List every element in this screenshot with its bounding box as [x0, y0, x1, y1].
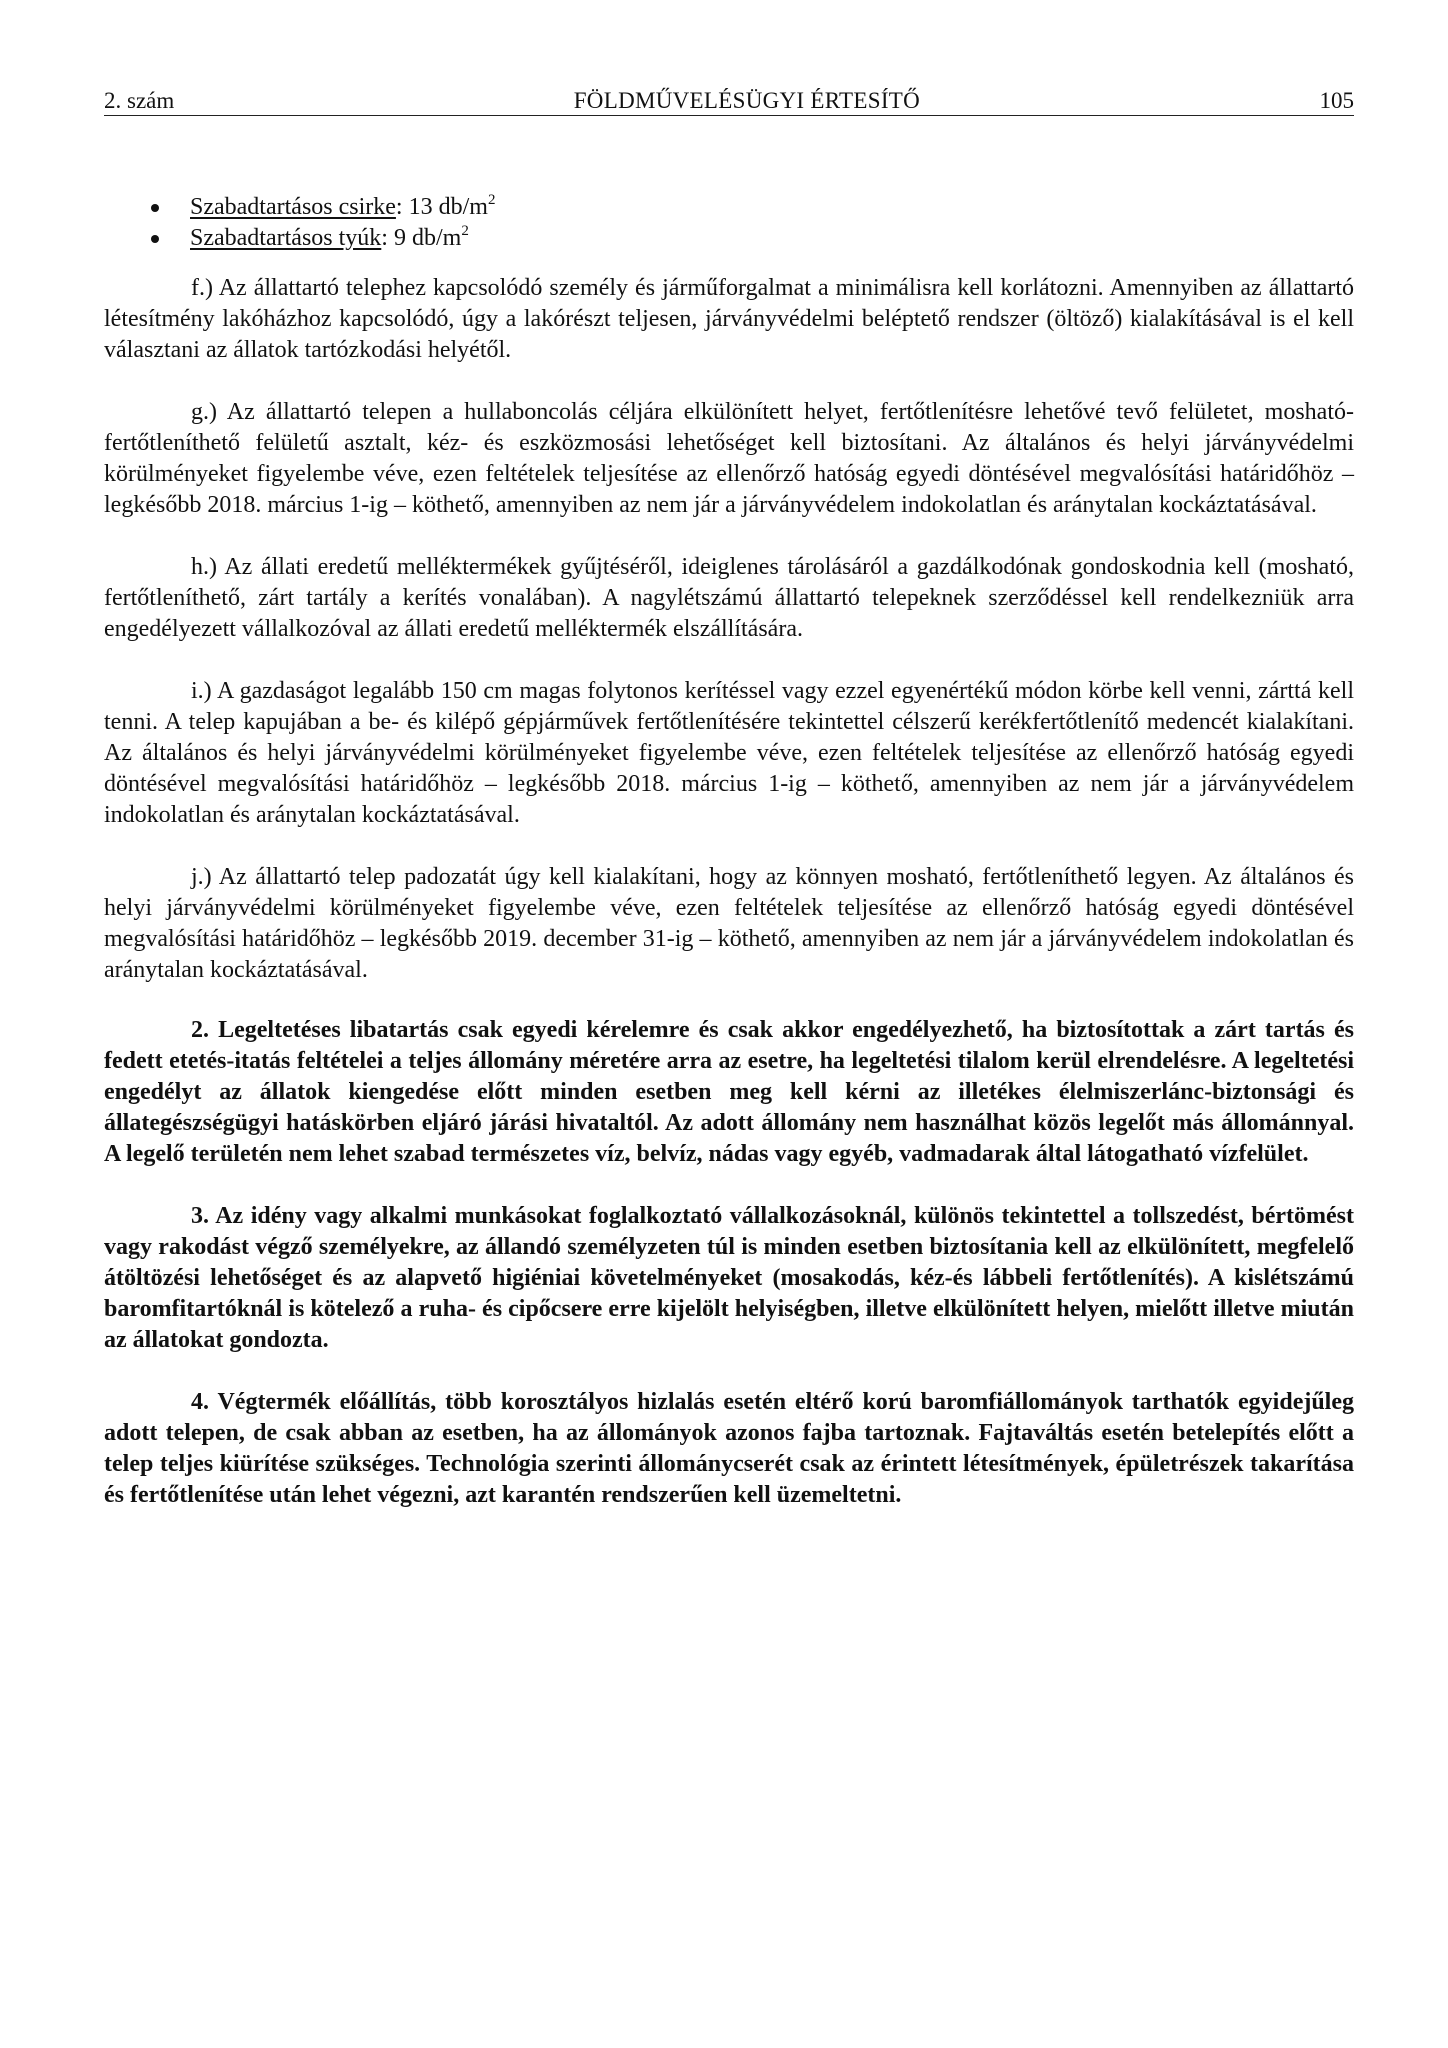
- paragraph-f: f.) Az állattartó telephez kapcsolódó személy és járműforgalmat a minimálisra kell korlátozni. Amennyiben az állattartó létesítmény lakóházhoz kapcsolódó, úgy a lakórészt teljesen, járványvédelmi beléptető rendszer (öltöző) kialakításával is el kell választani az állatok tartózkodási helyétől.: [104, 275, 1354, 363]
- bullet-icon: [151, 235, 159, 243]
- list-item-value: : 13 db/m: [395, 194, 488, 220]
- page-header: [104, 88, 1354, 116]
- section-3-paragraph: 3. Az idény vagy alkalmi munkásokat foglalkoztató vállalkozásoknál, különös tekintettel a tollszedést, bértömést vagy rakodást végző személyekre, az állandó személyzeten túl is minden esetben biztosítania kell az elkülönített, megfelelő átöltözési lehetőséget és az alapvető higiéniai követelményeket (mosakodás, kéz-és lábbeli fertőtlenítés). A kislétszámú baromfitartóknál is kötelező a ruha- és cipőcsere erre kijelölt helyiségben, illetve elkülönített helyen, mielőtt illetve miután az állatokat gondozta.: [104, 1203, 1354, 1353]
- list-item: [151, 223, 1354, 254]
- section-2-paragraph: 2. Legeltetéses libatartás csak egyedi kérelemre és csak akkor engedélyezhető, ha biztosítottak a zárt tartás és fedett etetés-itatás feltételei a teljes állomány méretére arra az esetre, ha legeltetési tilalom kerül elrendelésre. A legeltetési engedélyt az állatok kiengedése előtt minden esetben meg kell kérni az illetékes élelmiszerlánc-biztonsági és állategészségügyi hatáskörben eljáró járási hivataltól. Az adott állomány nem használhat közös legelőt más állománnyal. A legelő területén nem lehet szabad természetes víz, belvíz, nádas vagy egyéb, vadmadarak által látogatható vízfelület.: [104, 1017, 1354, 1167]
- paragraph-j: j.) Az állattartó telep padozatát úgy kell kialakítani, hogy az könnyen mosható, fertőtleníthető legyen. Az általános és helyi járványvédelmi körülményeket figyelembe véve, ezen feltételek teljesítése az ellenőrző hatóság egyedi döntésével megvalósítási határidőhöz – legkésőbb 2019. december 31-ig – köthető, amennyiben az nem jár a járványvédelem indokolatlan és aránytalan kockáztatásával.: [104, 864, 1354, 983]
- density-list: [104, 192, 1354, 254]
- superscript: 2: [461, 223, 469, 239]
- paragraph-g: g.) Az állattartó telepen a hullaboncolás céljára elkülönített helyet, fertőtlenítésre lehetővé tevő felületet, mosható-fertőtleníthető felületű asztalt, kéz- és eszközmosási lehetőséget kell biztosítani. Az általános és helyi járványvédelmi körülményeket figyelembe véve, ezen feltételek teljesítése az ellenőrző hatóság egyedi döntésével megvalósítási határidőhöz – legkésőbb 2018. március 1-ig – köthető, amennyiben az nem jár a járványvédelem indokolatlan és aránytalan kockáztatásával.: [104, 399, 1354, 518]
- publication-title: FÖLDMŰVELÉSÜGYI ÉRTESÍTŐ: [573, 88, 921, 113]
- bullet-icon: [151, 204, 159, 212]
- issue-number: 2. szám: [104, 88, 175, 113]
- list-item-label: Szabadtartásos tyúk: [190, 225, 382, 251]
- superscript: 2: [487, 192, 496, 208]
- list-item-label: Szabadtartásos csirke: [190, 194, 396, 220]
- list-item: [151, 192, 1354, 223]
- page-number: 105: [1319, 88, 1354, 113]
- paragraph-h: h.) Az állati eredetű melléktermékek gyűjtéséről, ideiglenes tárolásáról a gazdálkodónak gondoskodnia kell (mosható, fertőtleníthető, zárt tartály a kerítés vonalában). A nagylétszámú állattartó telepeknek szerződéssel kell rendelkezniük arra engedélyezett vállalkozóval az állati eredetű melléktermék elszállítására.: [104, 554, 1354, 642]
- section-4-paragraph: 4. Végtermék előállítás, több korosztályos hizlalás esetén eltérő korú baromfiállományok tarthatók egyidejűleg adott telepen, de csak abban az esetben, ha az állományok azonos fajba tartoznak. Fajtaváltás esetén betelepítés előtt a telep teljes kiürítése szükséges. Technológia szerinti állománycserét csak az érintett létesítmények, épületrészek takarítása és fertőtlenítése után lehet végezni, azt karantén rendszerűen kell üzemeltetni.: [104, 1389, 1354, 1508]
- document-page: [104, 88, 1354, 1511]
- paragraph-i: i.) A gazdaságot legalább 150 cm magas folytonos kerítéssel vagy ezzel egyenértékű módon körbe kell venni, zárttá kell tenni. A telep kapujában a be- és kilépő gépjárművek fertőtlenítésére tekintettel célszerű kerékfertőtlenítő medencét kialakítani. Az általános és helyi járványvédelmi körülményeket figyelembe véve, ezen feltételek teljesítése az ellenőrző hatóság egyedi döntésével megvalósítási határidőhöz – legkésőbb 2018. március 1-ig – köthető, amennyiben az nem jár a járványvédelem indokolatlan és aránytalan kockáztatásával.: [104, 678, 1354, 828]
- list-item-value: : 9 db/m: [381, 225, 462, 251]
